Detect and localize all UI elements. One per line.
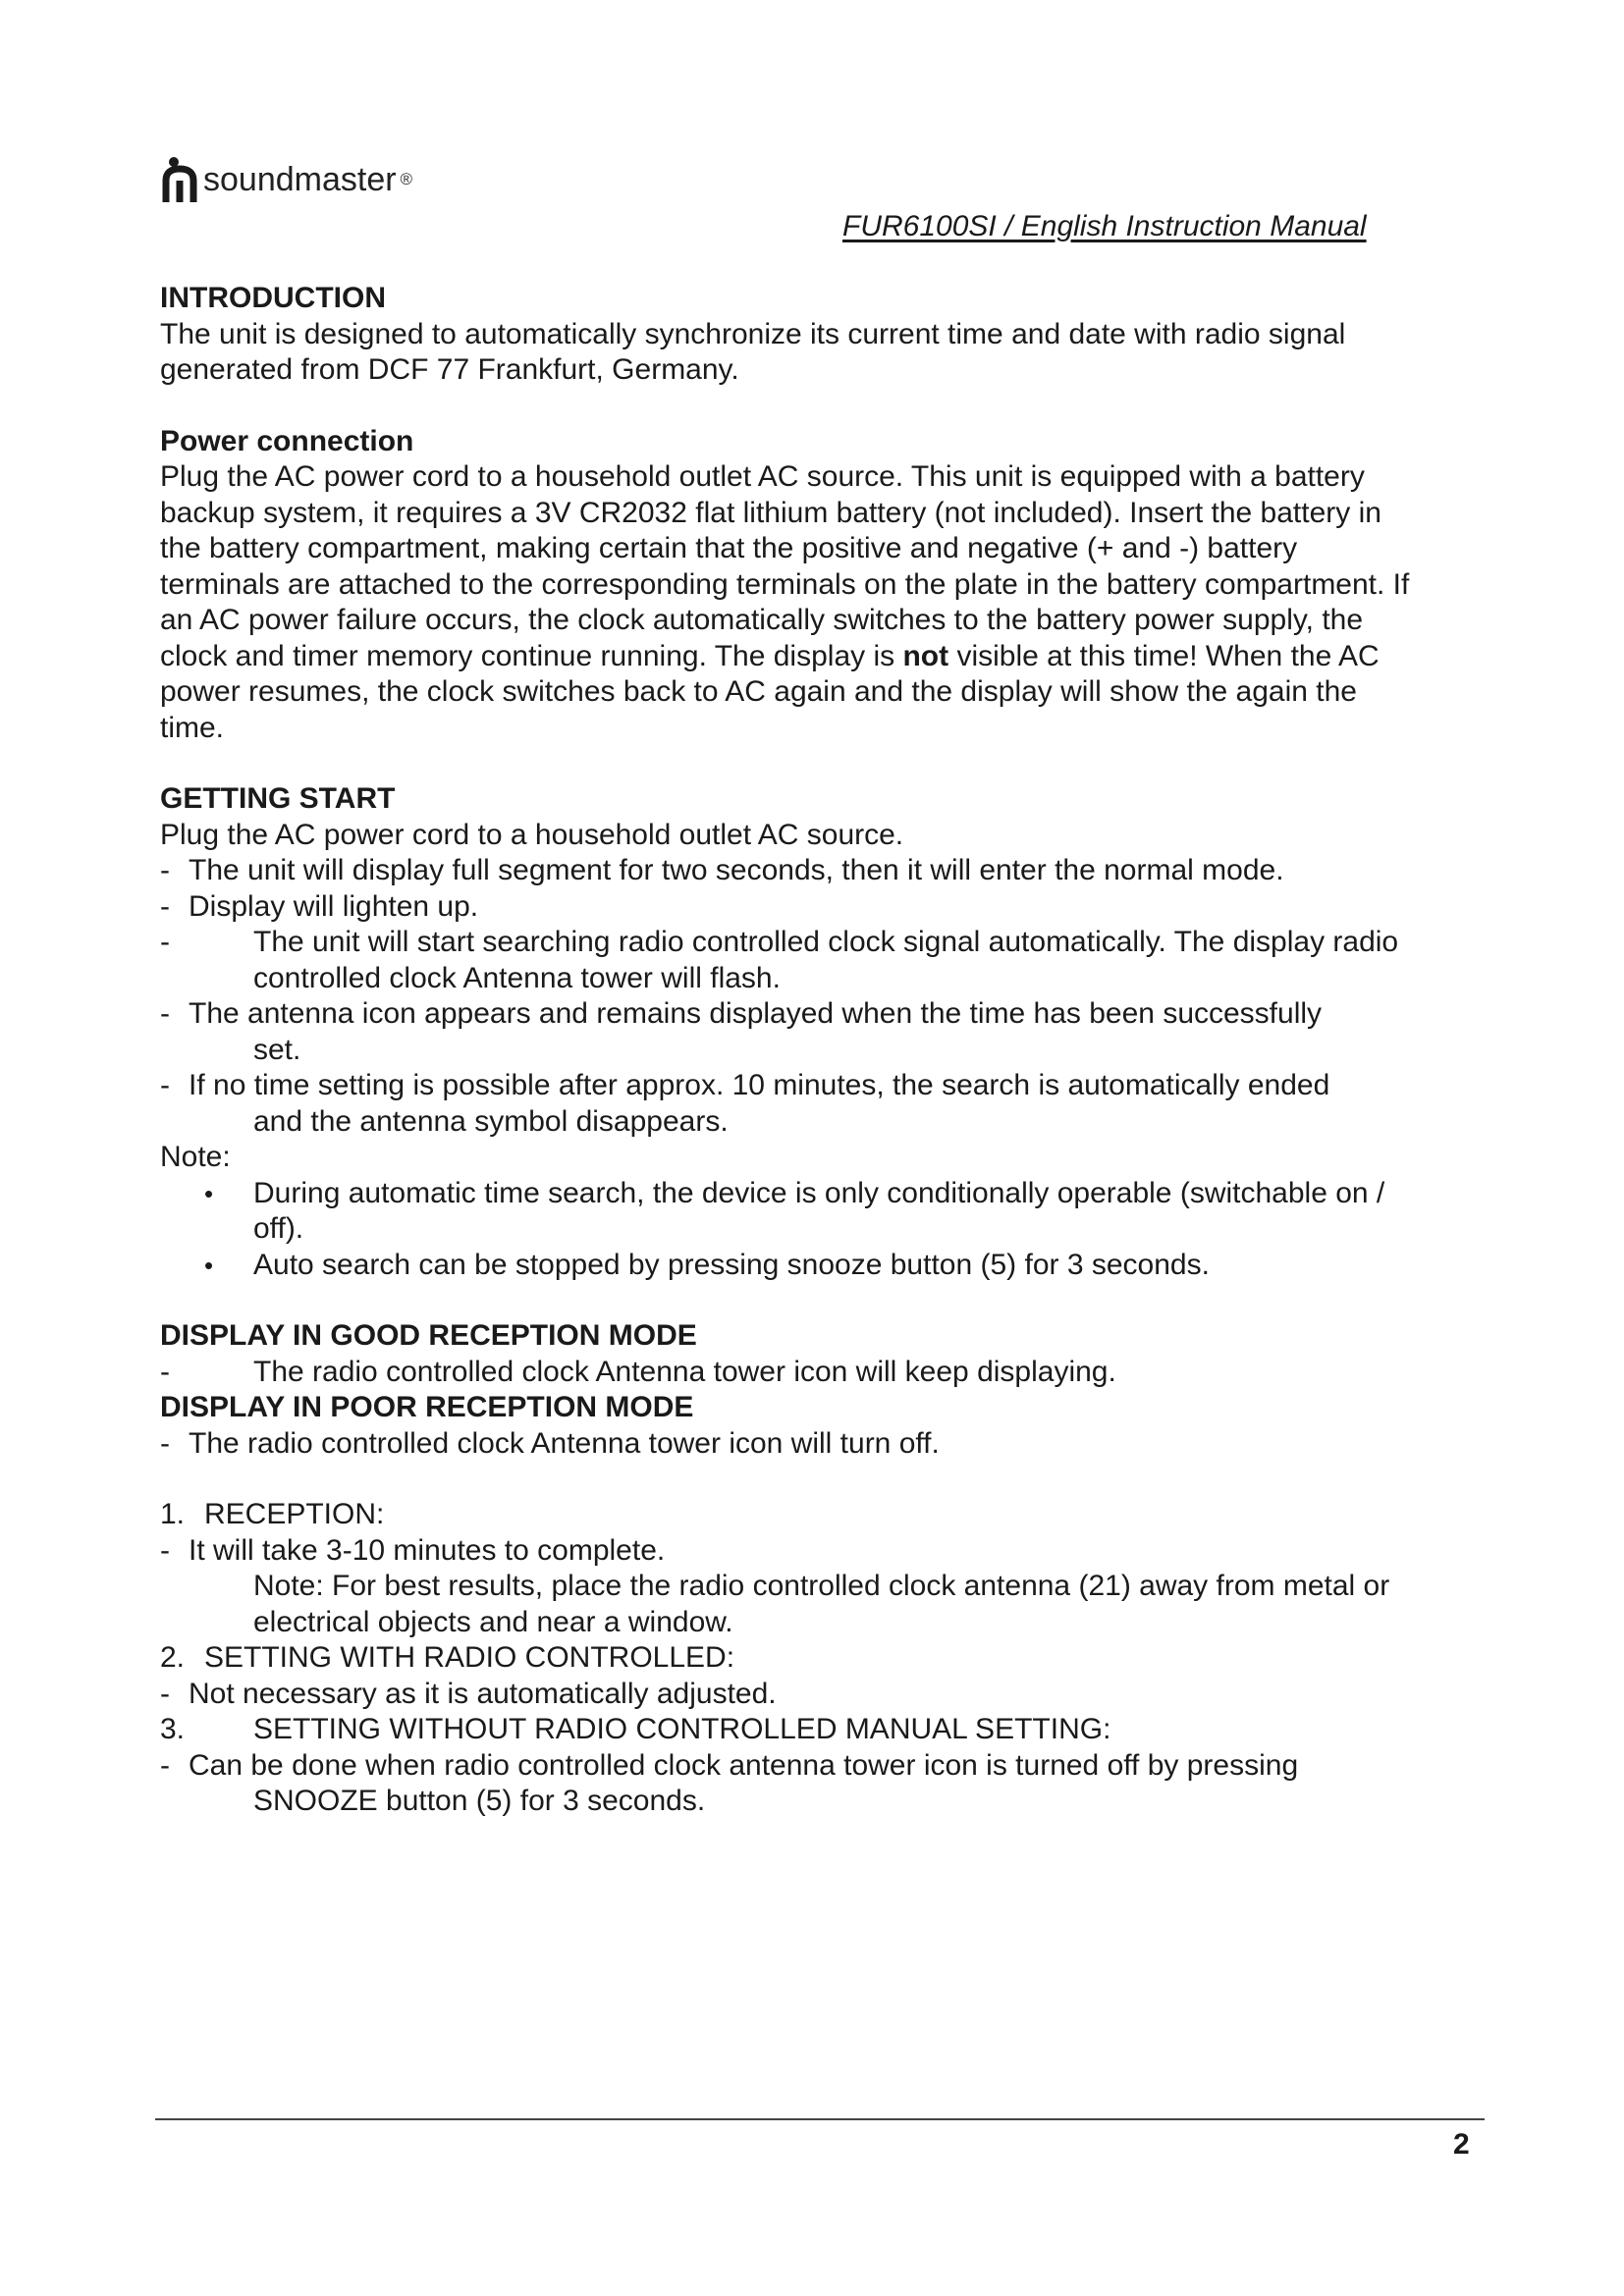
list-item-text: Display will lighten up. (189, 889, 479, 923)
list-item (160, 1426, 1495, 1463)
number-marker: 3. (160, 1713, 186, 1745)
good-reception-heading: DISPLAY IN GOOD RECEPTION MODE (160, 1319, 697, 1352)
dash-marker: - (160, 1677, 170, 1710)
list-item-continuation: set. (253, 1033, 301, 1066)
power-line-part: visible at this time! When the AC (948, 639, 1380, 672)
brand-logo (160, 155, 412, 204)
power-heading: Power connection (160, 424, 414, 457)
footer-divider (155, 2118, 1485, 2120)
numbered-heading (160, 1640, 1495, 1677)
emphasis-not: not (902, 639, 949, 672)
power-line-part: clock and timer memory continue running. The display is (160, 639, 903, 672)
number-marker: 2. (160, 1641, 186, 1674)
list-item-text: Not necessary as it is automatically adjusted. (189, 1677, 777, 1710)
power-line: the battery compartment, making certain that the positive and negative (+ and -) battery (160, 532, 1298, 564)
list-item (160, 925, 1495, 996)
registered-mark: ® (400, 170, 413, 188)
dash-marker: - (160, 1069, 170, 1101)
list-item-text: If no time setting is possible after approx. 10 minutes, the search is automatically ended (189, 1069, 1330, 1101)
list-item-line: The unit will start searching radio controlled clock signal automatically. The display radio (253, 926, 1399, 958)
manual-title: FUR6100SI / English Instruction Manual (842, 210, 1367, 242)
intro-heading: INTRODUCTION (160, 282, 386, 314)
document-body (160, 281, 1495, 1820)
list-item-text: Can be done when radio controlled clock antenna tower icon is turned off by pressing (189, 1748, 1299, 1782)
reception-note-line: electrical objects and near a window. (253, 1605, 733, 1638)
intro-line: generated from DCF 77 Frankfurt, Germany. (160, 353, 739, 386)
bullet-line: off). (253, 1212, 304, 1245)
dash-marker: - (160, 1426, 170, 1460)
soundmaster-logo-icon (160, 155, 199, 204)
number-marker: 1. (160, 1498, 186, 1530)
list-item-text (253, 925, 1495, 996)
list-item (160, 1355, 1495, 1391)
dash-marker: - (160, 1748, 170, 1782)
numbered-heading (160, 1497, 1495, 1533)
power-line: backup system, it requires a 3V CR2032 flat lithium battery (not included). Insert the battery in (160, 496, 1381, 529)
note-bullets (160, 1176, 1495, 1284)
intro-line: The unit is designed to automatically synchronize its current time and date with radio signal (160, 317, 1346, 350)
power-line: an AC power failure occurs, the clock automatically switches to the battery power supply, the (160, 604, 1364, 636)
dash-marker: - (160, 1355, 170, 1388)
numbered-title: SETTING WITH RADIO CONTROLLED: (204, 1641, 735, 1674)
getting-start-heading: GETTING START (160, 782, 396, 815)
power-line: time. (160, 711, 225, 744)
list-item-line: controlled clock Antenna tower will flash. (253, 961, 781, 994)
power-line: power resumes, the clock switches back to AC again and the display will show the again the (160, 675, 1357, 708)
list-item-text: It will take 3-10 minutes to complete. (189, 1533, 666, 1567)
numbered-title: RECEPTION: (204, 1498, 385, 1530)
bullet-item (204, 1176, 1495, 1248)
list-item-text: The antenna icon appears and remains displayed when the time has been successfully (189, 997, 1323, 1030)
list-item (160, 1533, 1495, 1570)
list-item-text: The radio controlled clock Antenna tower icon will turn off. (189, 1426, 940, 1460)
list-item-continuation: and the antenna symbol disappears. (253, 1104, 729, 1138)
bullet-marker: • (204, 1250, 214, 1280)
bullet-line: During automatic time search, the device is only conditionally operable (switchable on / (253, 1176, 1385, 1209)
poor-reception-heading: DISPLAY IN POOR RECEPTION MODE (160, 1391, 694, 1423)
note-label: Note: (160, 1141, 231, 1173)
dash-marker: - (160, 1533, 170, 1567)
power-line (160, 639, 1495, 675)
power-line: terminals are attached to the corresponding terminals on the plate in the battery compartment. If (160, 567, 1410, 601)
dash-marker: - (160, 889, 170, 923)
brand-name: soundmaster (203, 161, 397, 198)
list-item-continuation: SNOOZE button (5) for 3 seconds. (253, 1785, 706, 1817)
list-item (160, 1677, 1495, 1713)
list-item-text: The unit will display full segment for two seconds, then it will enter the normal mode. (189, 854, 1284, 886)
dash-marker: - (160, 926, 170, 958)
dash-marker: - (160, 997, 170, 1030)
list-item (160, 1068, 1495, 1104)
reception-note-line: Note: For best results, place the radio controlled clock antenna (21) away from metal or (253, 1570, 1390, 1602)
power-line: Plug the AC power cord to a household outlet AC source. This unit is equipped with a battery (160, 460, 1365, 493)
list-item (160, 996, 1495, 1033)
reception-note (160, 1569, 1495, 1640)
bullet-text: Auto search can be stopped by pressing snooze button (5) for 3 seconds. (253, 1248, 1210, 1281)
bullet-marker: • (204, 1178, 214, 1208)
dash-marker: - (160, 854, 170, 886)
getting-start-intro: Plug the AC power cord to a household outlet AC source. (160, 818, 904, 851)
list-item (160, 853, 1495, 889)
page-number: 2 (1453, 2128, 1470, 2161)
list-item (160, 1748, 1495, 1785)
bullet-item (204, 1248, 1495, 1284)
list-item (160, 889, 1495, 926)
list-item-text: The radio controlled clock Antenna tower icon will keep displaying. (253, 1355, 1116, 1388)
numbered-title: SETTING WITHOUT RADIO CONTROLLED MANUAL SETTING: (253, 1713, 1111, 1745)
bullet-text (253, 1176, 1495, 1248)
numbered-heading (160, 1712, 1495, 1748)
